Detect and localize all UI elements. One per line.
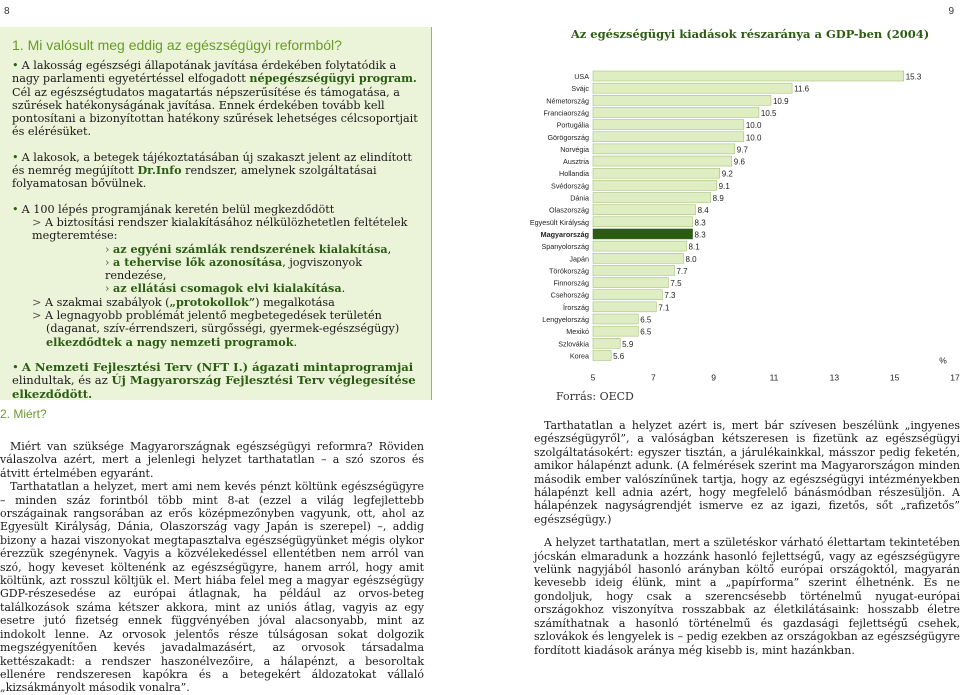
bar [593, 314, 638, 324]
bar [593, 217, 693, 227]
category-label: Svédország [551, 181, 589, 191]
bar [593, 168, 720, 178]
value-label: 8.9 [712, 194, 724, 203]
bullet-2-text: A lakosok, a betegek tájékoztatásában új szakaszt jelent az elindított és nemrég megújított [12, 150, 412, 178]
value-label: 5.9 [622, 339, 634, 349]
value-label: 10.0 [745, 121, 762, 131]
x-tick-label: 5 [590, 372, 596, 383]
bullet-3-text: A 100 lépés programjának keretén belül megkezdődött [21, 202, 335, 216]
bar [593, 302, 656, 312]
value-label: 9.7 [736, 145, 748, 155]
category-label: Hollandia [559, 169, 589, 179]
bar [593, 83, 792, 93]
bullet-1-bold: népegészségügyi program. [249, 71, 417, 86]
category-label: Portugália [556, 120, 589, 130]
sub-item-3-pre: A legnagyobb problémát jelentő megbetegedések területén (daganat, szív-érrendszeri, sürgősségi, gyermek-egészségügy) [44, 309, 400, 336]
category-label: Franciaország [543, 108, 589, 118]
category-label: Lengyelország [542, 315, 589, 324]
bullet-3: • A 100 lépés programjának keretén belül megkezdődött [12, 202, 335, 216]
sub-item-1: > A biztosítási rendszer kialakításához nélkülözhetetlen feltételek megteremtése: [32, 215, 408, 243]
bar [593, 120, 744, 130]
health-spending-chart [530, 68, 960, 390]
category-label: Egyesült Királyság [530, 217, 589, 227]
value-label: 7.7 [676, 266, 688, 276]
category-label: Mexikó [566, 327, 589, 337]
right-body-text [534, 419, 960, 657]
page-number-left: 8 [4, 6, 10, 17]
value-label: 6.5 [640, 315, 652, 325]
value-label: 8.0 [685, 254, 697, 264]
category-label: Svájc [571, 84, 589, 94]
bar [593, 326, 638, 336]
value-label: 9.1 [718, 181, 730, 191]
sub-item-2: > A szakmai szabályok („protokollok”) megalkotása [32, 294, 335, 309]
bar [593, 156, 732, 166]
bullet-1-text: A lakosság egészségi állapotának javítása érdekében folytatódik a nagy parlamenti egyetértéssel elfogadott [12, 59, 397, 86]
sub-sub-item-2-bold: a tehervise lők azonosítása [113, 254, 283, 269]
bar [593, 338, 620, 348]
sub-sub-item-3-text: az ellátási csomagok elvi kialakítása [113, 281, 342, 296]
bullet-4-bold2: Új Magyarország Fejlesztési Terv véglegesítése elkezdődött. [12, 373, 416, 401]
category-label: Törökország [549, 266, 589, 276]
sub-sub-item-2-rest: , jogviszonyok rendezése, [105, 255, 363, 283]
category-label: Szlovákia [558, 339, 589, 349]
right-paragraph-1: Tarthatatlan a helyzet azért is, mert bár szívesen beszélünk „ingyenes egészségügyről”, a valóságban kétszeresen is fizetünk az egészségügyi szolgáltatásokért: egyszer tisztán, a járulékainkkal, másszor pedig feketén, amikor hálapénzt adunk. (A felmérések szerint ma Magyarországon minden második ember valószínűnek tartja, hogy az egészségügyi intézményekben hálapénzt kell adnia azért, hogy megfelelő bánásmódban részesüljön. A hálapénzek nagyságrendjét ismerve ez az igazi, fizetős, sőt „rafizetős” egészségügy.) [534, 419, 960, 526]
value-label: 9.6 [733, 157, 745, 167]
x-tick-label: 11 [769, 372, 779, 383]
bar [593, 229, 693, 239]
section-2-title: 2. Miért? [0, 407, 47, 421]
category-label: Spanyolország [541, 242, 589, 252]
category-label: Ausztria [563, 157, 589, 167]
bullet-2: • A lakosok, a betegek tájékoztatásában új szakaszt jelent az elindított és nemrég megújított Dr.Info rendszer, amelynek szolgáltatásai folyamatosan bővülnek. [12, 150, 412, 191]
sub-item-1-text: A biztosítási rendszer kialakításához nélkülözhetetlen feltételek megteremtése: [32, 215, 408, 243]
sub-item-2-post: ) megalkotása [255, 295, 335, 309]
value-label: 7.5 [670, 279, 682, 289]
value-label: 8.4 [697, 206, 709, 216]
sub-item-3: > A legnagyobb problémát jelentő megbetegedések területén (daganat, szív-érrendszeri, sürgősségi, gyermek-egészségügy) elkezdődtek a nagy nemzeti programok. [32, 309, 400, 349]
bullet-4-mid: elindultak, és az [12, 373, 108, 388]
bar [593, 350, 611, 360]
sub-sub-item-1: › az egyéni számlák rendszerének kialakítása, [105, 241, 392, 256]
left-body-text [0, 440, 424, 695]
page-number-right: 9 [948, 6, 954, 17]
x-tick-label: 13 [829, 372, 840, 383]
category-label: Japán [569, 254, 589, 264]
sub-item-2-pre: A szakmai szabályok ( [44, 295, 170, 309]
chart-source: Forrás: OECD [556, 390, 634, 403]
category-label: USA [574, 72, 589, 81]
value-label: 8.3 [694, 218, 706, 228]
x-tick-label: 17 [950, 372, 960, 383]
value-label: 7.3 [664, 291, 676, 301]
bar [593, 180, 717, 190]
bullet-1: • A lakosság egészségi állapotának javítása érdekében folytatódik a nagy parlamenti egyetértéssel elfogadott népegészségügyi program. Cél az egészségtudatos magatartás népszerűsítése és támogatása, a szűrések hatékonyságának javítása. Ennek érdekében tovább kell pontosítani a bizonyítottan hatékony szűrések lehetséges célcsoportjait és elérésüket. [12, 59, 418, 139]
left-paragraph-1: Miért van szüksége Magyarországnak egészségügyi reformra? Röviden válaszolva azért, mert a jelenlegi helyzet tarthatatlan – a szó szoros és átvitt értelmében egyaránt. [0, 440, 424, 480]
value-label: 7.1 [658, 303, 670, 313]
category-label: Csehország [550, 290, 589, 300]
category-label: Görögország [547, 132, 589, 142]
bar [593, 71, 904, 81]
x-axis-label: % [939, 355, 947, 366]
bar [593, 290, 662, 300]
chart-title: Az egészségügyi kiadások részaránya a GDP-ben (2004) [570, 27, 930, 41]
bar [593, 265, 674, 275]
bullet-2-bold: Dr.Info [137, 163, 182, 178]
x-tick-label: 15 [889, 372, 900, 383]
sub-sub-item-2: › a tehervise lők azonosítása, jogviszonyok rendezése, [105, 254, 363, 283]
value-label: 9.2 [721, 169, 733, 179]
bar [593, 241, 687, 251]
category-label: Németország [546, 96, 589, 106]
category-label: Dánia [570, 193, 589, 203]
category-label: Korea [569, 351, 589, 361]
bar [593, 132, 744, 142]
bar [593, 107, 759, 117]
summary-box [0, 27, 432, 400]
category-label: Magyarország [540, 229, 589, 239]
value-label: 10.5 [760, 108, 777, 118]
value-label: 5.6 [613, 351, 625, 361]
sub-item-3-bold: elkezdődtek a nagy nemzeti programok [46, 334, 294, 349]
value-label: 11.6 [794, 84, 810, 94]
sub-sub-item-1-text: az egyéni számlák rendszerének kialakítása [113, 241, 388, 256]
bullet-1-rest: Cél az egészségtudatos magatartás népszerűsítése és támogatása, a szűrések hatékonyságának javítása. Ennek érdekében tovább kell pontosítani a bizonyítottan hatékony szűrések lehetséges célcsoportjait és elérésüket. [12, 85, 418, 139]
left-paragraph-2: Tarthatatlan a helyzet, mert ami nem kevés pénzt költünk egészségügyre – minden száz forintból több mint 8-at (ezzel a világ legfejlettebb országainak rangsorában az erős középmezőnyben vagyunk, ott, ahol az Egyesült Királyság, Dánia, Olaszország vagy Japán is szerepel) –, addig bizony a hazai viszonyokat megtapasztalva egészségügyünket mégis olykor érezzük szegénynek. Vagyis a közvélekedéssel ellentétben nem arról van szó, hogy keveset költenénk az egészségügyre, hanem arról, hogy amit költünk, azt rosszul költjük el. Mert hiába felel meg a magyar egészségügy GDP-részesedése az európai átlagnak, ha például az orvos-beteg találkozások száma kétszer akkora, mint az uniós átlag, vagyis az egy esetre jutó fizetség ennek függvényében jóval alacsonyabb, mint az indokolt lenne. Az orvosok jelentős része túlságosan sokat dolgozik megszégyenítően kevés javadalmazásért, az orvosok társadalma kettészakadt: a rendszer haszonélvezőire, a hálapénzt, a besoroltak ellenére rendszeresen kapókra és a betegekért áldozatokat vállaló „kizsákmányolt második vonalra”. [0, 480, 424, 695]
bullet-4-bold1: A Nemzeti Fejlesztési Terv (NFT I.) ágazati mintaprogramjai [21, 359, 414, 374]
sub-item-2-bold: „protokollok” [169, 294, 256, 309]
value-label: 8.1 [688, 242, 700, 252]
bar [593, 205, 696, 215]
category-label: Finnország [553, 278, 589, 288]
value-label: 8.3 [694, 230, 706, 240]
x-tick-label: 7 [650, 372, 656, 383]
sub-sub-item-3: › az ellátási csomagok elvi kialakítása. [105, 281, 346, 296]
value-label: 6.5 [640, 327, 652, 337]
bar [593, 278, 668, 288]
box-title: 1. Mi valósult meg eddig az egészségügyi reformból? [12, 37, 342, 53]
right-paragraph-2: A helyzet tarthatatlan, mert a születéskor várható élettartam tekintetében jócskán elmaradunk a hozzánk hasonló fejlettségű, vagy az egészségügyre velünk nagyjából hasonló arányban költő európai országoktól, magyarán kevesebb ideig élünk, mint a „papírforma” szerint élhetnénk. És ne gondoljuk, hogy csak a szerencsésebb történelmű nyugat-európai országokhoz viszonyítva rosszabbak az életkilátásaink: hosszabb életre számíthatnak a hasonló történelmű és gazdasági fejlettségű csehek, szlovákok és lengyelek is – pedig ezekben az országokban az egészségügyre fordított kiadások aránya még kisebb is, mint hazánkban. [534, 536, 960, 657]
bar [593, 193, 711, 203]
bar [593, 144, 735, 154]
bullet-2-rest: rendszer, amelynek szolgáltatásai folyamatosan bővülnek. [12, 164, 377, 191]
value-label: 10.0 [745, 133, 762, 143]
category-label: Olaszország [549, 205, 589, 215]
x-tick-label: 9 [711, 372, 717, 383]
value-label: 15.3 [905, 72, 922, 82]
bar [593, 253, 684, 263]
category-label: Írország [563, 302, 589, 312]
bullet-4: • A Nemzeti Fejlesztési Terv (NFT I.) ágazati mintaprogramjai elindultak, és az Új Magyarország Fejlesztési Terv véglegesítése elkezdődött. [12, 359, 416, 401]
category-label: Norvégia [560, 144, 589, 154]
bar [593, 95, 771, 105]
value-label: 10.9 [772, 96, 789, 106]
